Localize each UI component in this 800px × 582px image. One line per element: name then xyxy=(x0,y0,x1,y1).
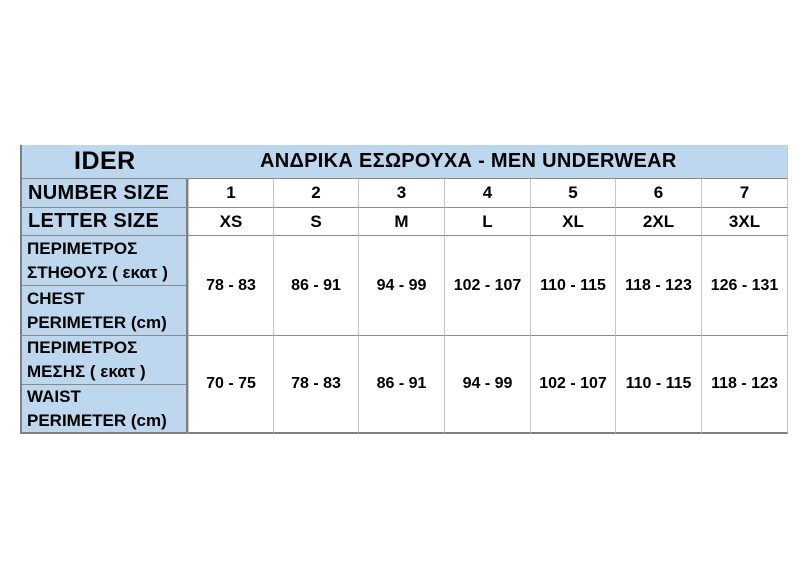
chest-label-english-line1: CHEST xyxy=(27,288,85,308)
waist-label-greek xyxy=(22,336,186,384)
number-size-cell: 6 xyxy=(615,179,701,208)
waist-label-greek-line1: ΠΕΡΙΜΕΤΡΟΣ xyxy=(27,337,138,357)
letter-size-label: LETTER SIZE xyxy=(20,208,188,236)
letter-size-cell: S xyxy=(273,208,358,236)
waist-cell: 110 - 115 xyxy=(615,336,701,434)
waist-label-english-line1: WAIST xyxy=(27,386,81,406)
chest-cell: 126 - 131 xyxy=(701,236,788,336)
brand-name: IDER xyxy=(20,145,188,179)
number-size-cell: 7 xyxy=(701,179,788,208)
chest-label-greek xyxy=(22,236,186,285)
chest-label-english xyxy=(22,285,186,335)
number-size-cell: 5 xyxy=(530,179,615,208)
number-size-label: NUMBER SIZE xyxy=(20,179,188,208)
letter-size-cell: M xyxy=(358,208,444,236)
waist-label-greek-line2: ΜΕΣΗΣ ( εκατ ) xyxy=(27,361,146,381)
letter-size-cell: 3XL xyxy=(701,208,788,236)
chest-cell: 86 - 91 xyxy=(273,236,358,336)
letter-size-cell: 2XL xyxy=(615,208,701,236)
waist-label-english xyxy=(22,384,186,433)
chest-cell: 102 - 107 xyxy=(444,236,530,336)
chest-cell: 118 - 123 xyxy=(615,236,701,336)
waist-perimeter-label xyxy=(20,336,188,434)
number-size-cell: 1 xyxy=(188,179,273,208)
chest-perimeter-label xyxy=(20,236,188,336)
chest-label-greek-line1: ΠΕΡΙΜΕΤΡΟΣ xyxy=(27,238,138,258)
chart-title: ΑΝΔΡΙΚΑ ΕΣΩΡΟΥΧΑ - MEN UNDERWEAR xyxy=(188,145,788,179)
chest-cell: 110 - 115 xyxy=(530,236,615,336)
waist-cell: 78 - 83 xyxy=(273,336,358,434)
chest-label-english-line2: PERIMETER (cm) xyxy=(27,312,167,332)
chest-cell: 78 - 83 xyxy=(188,236,273,336)
number-size-cell: 2 xyxy=(273,179,358,208)
waist-cell: 102 - 107 xyxy=(530,336,615,434)
waist-label-english-line2: PERIMETER (cm) xyxy=(27,410,167,430)
chest-cell: 94 - 99 xyxy=(358,236,444,336)
waist-cell: 70 - 75 xyxy=(188,336,273,434)
waist-cell: 94 - 99 xyxy=(444,336,530,434)
chest-label-greek-line2: ΣΤΗΘΟΥΣ ( εκατ ) xyxy=(27,262,168,282)
letter-size-cell: L xyxy=(444,208,530,236)
waist-cell: 86 - 91 xyxy=(358,336,444,434)
waist-cell: 118 - 123 xyxy=(701,336,788,434)
number-size-cell: 3 xyxy=(358,179,444,208)
letter-size-cell: XL xyxy=(530,208,615,236)
letter-size-cell: XS xyxy=(188,208,273,236)
number-size-cell: 4 xyxy=(444,179,530,208)
size-chart xyxy=(20,145,788,439)
